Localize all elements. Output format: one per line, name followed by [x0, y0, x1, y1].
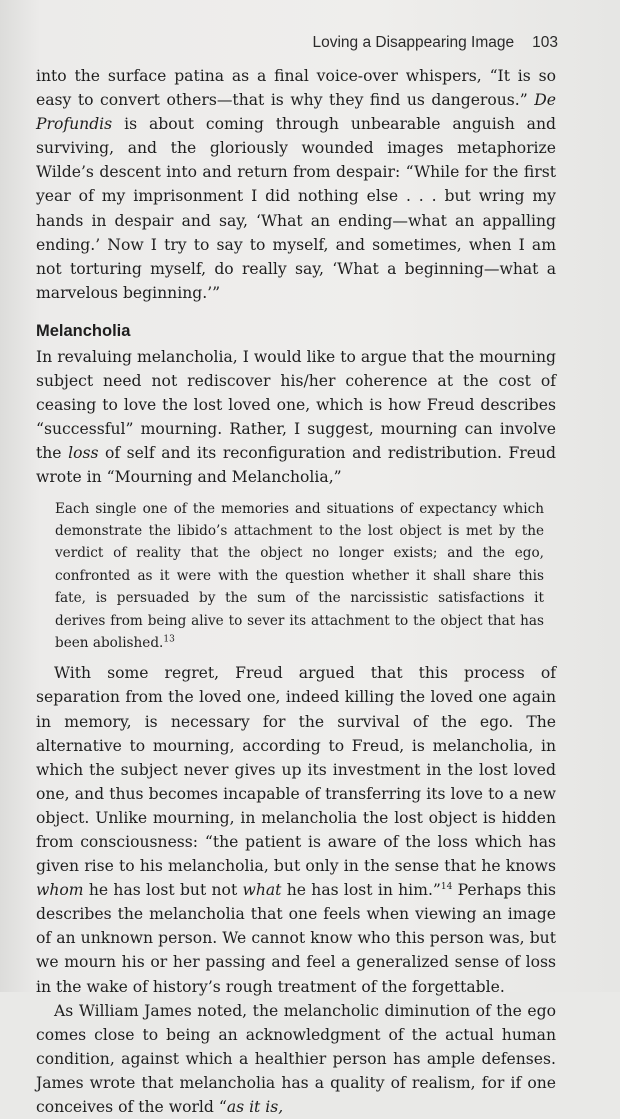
- p1-book-title: De Profundis: [36, 91, 556, 134]
- p2-emphasis: loss: [68, 444, 99, 463]
- paragraph-3: [36, 661, 556, 998]
- p3-text-d: Perhaps this describes the melancholia that one feels when viewing an image of an unknown person. We cannot know who this person was, but we mourn his or her passing and feel a generalized sense of loss in the wake of history’s rough treatment of the forgettable.: [36, 881, 556, 996]
- paragraph-1: [36, 64, 556, 305]
- p3-text-a: With some regret, Freud argued that this process of separation from the loved one, indeed killing the loved one again in memory, is necessary for the survival of the ego. The alternative to mourning, according to Freud, is melancholia, in which the subject never gives up its investment in the lost loved one, and thus becomes incapable of transferring its love to a new object. Unlike mourning, in melancholia the lost object is hidden from consciousness: “the patient is aware of the loss which has given rise to his melancholia, but only in the sense that he knows: [36, 664, 556, 876]
- block-quote: [55, 498, 544, 655]
- running-title: Loving a Disappearing Image: [312, 34, 515, 51]
- footnote-ref-14: 14: [440, 882, 453, 892]
- p3-emphasis-whom: whom: [36, 881, 84, 900]
- section-heading: Melancholia: [36, 321, 131, 340]
- p4-text-a: As William James noted, the melancholic diminution of the ego comes close to being an acknowledgment of the actual human condition, against which a healthier person has ample defenses. James wrote that melancholia has a quality of realism, for if one conceives of the world “: [36, 1001, 556, 1117]
- p3-emphasis-what: what: [242, 881, 282, 900]
- body-text: [36, 64, 556, 1119]
- p1-text-b: is about coming through unbearable anguish and surviving, and the gloriously wounded images metaphorize Wilde’s descent into and return from despair: “While for the first year of my imprisonment I did nothing else . . . but wring my hands in despair and say, ‘What an ending—what an appalling ending.’ Now I try to say to myself, and sometimes, when I am not torturing myself, do really say, ‘What a beginning—what a marvelous beginning.’”: [36, 115, 556, 302]
- paragraph-2: [36, 345, 556, 490]
- quote-text: Each single one of the memories and situations of expectancy which demonstrate the libido’s attachment to the lost object is met by the verdict of reality that the object no longer exists; and the ego, confronted as it were with the question whether it shall share this fate, is persuaded by the sum of the narcissistic satisfactions it derives from being alive to sever its attachment to the object that has been abolished.: [55, 500, 544, 651]
- p3-text-b: he has lost but not: [83, 881, 243, 900]
- running-header: [312, 34, 558, 52]
- paragraph-4: [36, 999, 556, 1119]
- p2-text-a: In revaluing melancholia, I would like to argue that the mourning subject need not rediscover his/her coherence at the cost of ceasing to love the lost loved one, which is how Freud describes “successful” mourning. Rather, I suggest, mourning can involve the: [36, 347, 556, 463]
- p1-text-a: into the surface patina as a final voice-over whispers, “It is so easy to convert others—that is why they find us dangerous.”: [36, 67, 556, 110]
- footnote-ref-13: 13: [163, 634, 175, 645]
- p2-text-b: of self and its reconfiguration and redistribution. Freud wrote in “Mourning and Melancholia,”: [36, 444, 556, 487]
- page-number: 103: [532, 34, 558, 51]
- p3-text-c: he has lost in him.”: [281, 881, 441, 900]
- p4-emphasis: as it is,: [226, 1098, 284, 1117]
